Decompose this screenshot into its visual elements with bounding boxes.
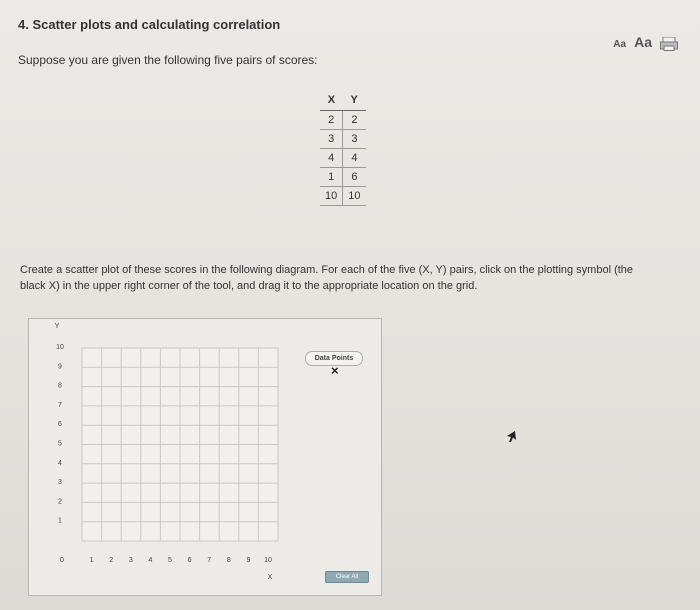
y-tick-label: 3	[58, 479, 62, 487]
y-tick-label: 2	[58, 498, 62, 506]
x-axis-label: X	[267, 574, 273, 581]
cell-x: 4	[320, 149, 343, 168]
cell-x: 3	[320, 130, 343, 149]
cell-x: 10	[320, 187, 343, 206]
x-tick-label: 0	[60, 557, 64, 564]
text-size-large-button[interactable]: Aa	[634, 34, 652, 50]
x-tick-label: 9	[246, 557, 251, 564]
x-tick-label: 4	[148, 557, 153, 564]
y-tick-label: 5	[58, 440, 62, 448]
cell-y: 3	[343, 130, 366, 149]
cell-x: 2	[320, 111, 343, 130]
y-axis-label: Y	[54, 323, 60, 330]
x-tick-label: 10	[264, 557, 272, 564]
x-tick-label: 7	[207, 557, 212, 564]
y-tick-label: 8	[58, 382, 62, 390]
x-tick-label: 8	[226, 557, 231, 564]
text-size-small-button[interactable]: Aa	[613, 39, 627, 50]
y-tick-label: 1	[58, 517, 62, 525]
x-tick-label: 3	[128, 557, 133, 564]
cell-y: 10	[343, 187, 366, 206]
cell-y: 2	[343, 111, 366, 130]
x-tick-label: 1	[89, 557, 94, 564]
column-header-x: X	[320, 94, 343, 111]
data-points-label: Data Points	[305, 351, 363, 366]
y-tick-label: 4	[58, 459, 62, 467]
mouse-cursor-icon	[505, 430, 517, 444]
question-title: 4. Scatter plots and calculating correlation	[18, 17, 281, 32]
intro-text: Suppose you are given the following five pairs of scores:	[18, 53, 318, 67]
plotting-symbol-x-icon[interactable]: ×	[331, 363, 339, 378]
cell-y: 4	[343, 149, 366, 168]
x-tick-label: 6	[187, 557, 192, 564]
x-tick-label: 5	[168, 557, 172, 564]
y-tick-label: 6	[58, 421, 62, 429]
clear-all-button[interactable]: Clear All	[325, 571, 369, 583]
y-tick-label: 7	[58, 401, 62, 409]
column-header-y: Y	[343, 94, 366, 111]
instructions-text: Create a scatter plot of these scores in the following diagram. For each of the five (X, Y) pairs, click on the plotting symbol (the black X) in the upper right corner of the tool, and drag it to the appropriate location on the grid.	[20, 264, 634, 292]
cell-x: 1	[320, 168, 343, 187]
y-tick-label: 10	[56, 344, 64, 351]
y-tick-label: 9	[58, 363, 62, 371]
cell-y: 6	[343, 168, 366, 187]
x-tick-label: 2	[109, 557, 114, 564]
